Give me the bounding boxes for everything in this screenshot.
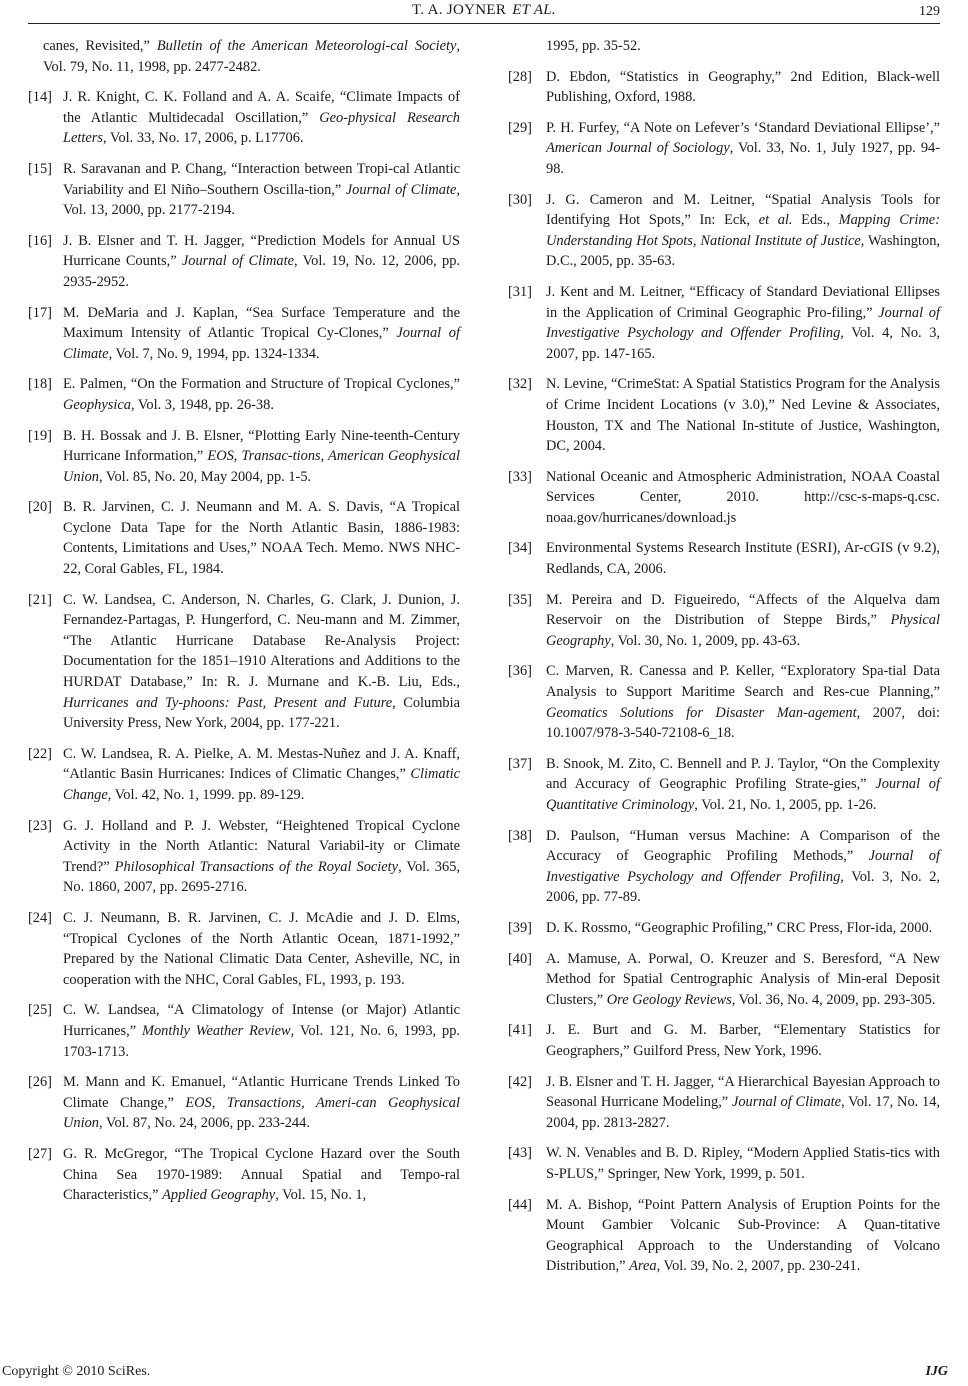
reference-text [546, 538, 940, 579]
reference-item [28, 426, 460, 488]
reference-text-segment: Eds., [792, 212, 839, 229]
reference-italic-title: Hurricanes and Ty-phoons: Past, Present and Future [63, 694, 393, 711]
reference-text-segment: , Vol. 39, No. 2, 2007, pp. 230-241. [656, 1258, 861, 1275]
reference-text [63, 303, 460, 365]
reference-number: [18] [28, 376, 52, 393]
reference-text [546, 467, 940, 529]
reference-number: [17] [28, 304, 52, 321]
reference-text [63, 1000, 460, 1062]
reference-item [508, 190, 940, 272]
reference-text [546, 67, 940, 108]
reference-item [508, 918, 940, 939]
reference-text-segment: W. N. Venables and B. D. Ripley, “Modern Applied Statis-tics with S-PLUS,” Springer, New York, 1999, p. 501. [546, 1145, 940, 1182]
reference-text-segment: M. DeMaria and J. Kaplan, “Sea Surface Temperature and the Maximum Intensity of Atlantic Tropical Cy-Clones,” [63, 304, 460, 342]
reference-item [508, 467, 940, 529]
reference-text-segment: J. E. Burt and G. M. Barber, “Elementary Statistics for Geographers,” Guilford Press, New York, 1996. [546, 1022, 940, 1059]
reference-text-segment: B. R. Jarvinen, C. J. Neumann and M. A. S. Davis, “A Tropical Cyclone Data Tape for the North Atlantic Basin, 1886-1983: Contents, Limitations and Uses,” NOAA Tech. Memo. NWS NHC-22, Coral Gables, FL, 1984. [63, 499, 460, 578]
reference-item [28, 303, 460, 365]
reference-text-segment: D. K. Rossmo, “Geographic Profiling,” CRC Press, Flor-ida, 2000. [546, 919, 933, 936]
running-head-authors: T. A. JOYNER [411, 2, 507, 18]
reference-text-segment: , Vol. 365, No. 1860, 2007, pp. 2695-2716. [63, 858, 460, 896]
reference-number: [22] [28, 745, 52, 762]
reference-italic-title: Mapping Crime: Understanding Hot Spots, National Institute of Justice [546, 212, 940, 249]
reference-text-segment: , Vol. 7, No. 9, 1994, pp. 1324-1334. [108, 345, 320, 362]
reference-text-segment: , Vol. 21, No. 1, 2005, pp. 1-26. [694, 797, 877, 813]
reference-number: [39] [508, 919, 532, 936]
reference-text-segment: , Vol. 85, No. 20, May 2004, pp. 1-5. [98, 468, 312, 485]
reference-text-segment: canes, Revisited,” [43, 38, 157, 54]
reference-text [63, 1072, 460, 1134]
reference-item [508, 826, 940, 908]
reference-number: [27] [28, 1145, 52, 1162]
reference-text-segment: National Oceanic and Atmospheric Administration, NOAA Coastal Services Center, 2010. http://csc-s-maps-q.csc. noaa.gov/hurricanes/download.js [546, 468, 940, 526]
reference-number: [32] [508, 376, 532, 393]
reference-text-segment: B. H. Bossak and J. B. Elsner, “Plotting Early Nine-teenth-Century Hurricane Information,” [63, 427, 460, 465]
reference-text-segment: C. W. Landsea, R. A. Pielke, A. M. Mestas-Nuñez and J. A. Knaff, “Atlantic Basin Hurricanes: Indices of Climatic Changes,” [63, 745, 460, 783]
reference-number: [44] [508, 1196, 532, 1213]
reference-text [546, 918, 940, 939]
page-footer [0, 1364, 968, 1386]
reference-item [28, 87, 460, 149]
reference-italic-title: Journal of Climate [731, 1094, 842, 1111]
reference-item [28, 590, 460, 734]
reference-number: [26] [28, 1074, 52, 1091]
reference-number: [25] [28, 1002, 52, 1019]
reference-text-segment: 1995, pp. 35-52. [546, 38, 641, 54]
reference-item [28, 159, 460, 221]
reference-item [508, 374, 940, 456]
reference-text-segment: , Columbia University Press, New York, 2004, pp. 177-221. [63, 694, 460, 732]
reference-text-segment: , Vol. 33, No. 1, July 1927, pp. 94-98. [546, 140, 940, 177]
reference-italic-title: Ore Geology Reviews [606, 991, 732, 1008]
reference-italic-title: Journal of Climate [181, 253, 295, 270]
reference-text-segment: C. Marven, R. Canessa and P. Keller, “Exploratory Spa-tial Data Analysis to Support Maritime Search and Res-cue Planning,” [546, 663, 940, 701]
reference-italic-title: American Journal of Sociology [546, 140, 730, 157]
reference-item [28, 374, 460, 415]
reference-text [63, 908, 460, 990]
reference-text-segment: , Vol. 79, No. 11, 1998, pp. 2477-2482. [43, 38, 460, 75]
reference-text-segment: , Vol. 42, No. 1, 1999. pp. 89-129. [107, 787, 305, 803]
reference-italic-title: Philosophical Transactions of the Royal Society [114, 858, 399, 875]
reference-item [28, 1144, 460, 1206]
reference-number: [43] [508, 1145, 532, 1162]
reference-text-segment: E. Palmen, “On the Formation and Structure of Tropical Cyclones,” [63, 376, 460, 393]
reference-text [546, 1020, 940, 1061]
reference-text [546, 754, 940, 816]
reference-item [28, 744, 460, 806]
reference-text-segment: , Vol. 17, No. 14, 2004, pp. 2813-2827. [546, 1094, 941, 1131]
reference-italic-title: EOS, Transactions, Ameri-can Geophysical Union [63, 1094, 460, 1132]
reference-text-segment: C. J. Neumann, B. R. Jarvinen, C. J. McAdie and J. D. Elms, “Tropical Cyclones of the North Atlantic Ocean, 1871-1992,” Prepared by the National Climatic Data Center, Asheville, NC, in cooperation with the NHC, Coral Gables, FL, 1993, p. 193. [63, 909, 460, 988]
reference-italic-title: Bulletin of the American Meteorologi-cal Society [156, 38, 457, 54]
reference-italic-title: Journal of Quantitative Criminology [546, 776, 941, 813]
reference-number: [41] [508, 1022, 532, 1039]
reference-number: [14] [28, 89, 52, 106]
reference-text-segment: A. Mamuse, A. Porwal, O. Kreuzer and S. Beresford, “A New Method for Spatial Centrographic Analysis of Min-eral Deposit Clusters,” [546, 950, 940, 1008]
reference-number: [30] [508, 191, 532, 208]
reference-text-segment: P. H. Furfey, “A Note on Lefever’s ‘Standard Deviational Ellipse’,” [546, 119, 940, 136]
reference-item [28, 908, 460, 990]
reference-italic-title: Geomatics Solutions for Disaster Man-agement [546, 704, 857, 721]
reference-italic-title: Climatic Change [63, 766, 460, 803]
reference-italic-title: Journal of Climate [345, 181, 457, 198]
reference-italic-title: Applied Geography [162, 1187, 276, 1204]
reference-number: [24] [28, 909, 52, 926]
reference-text-segment: C. W. Landsea, C. Anderson, N. Charles, G. Clark, J. Dunion, J. Fernandez-Partagas, P. Hungerford, C. Neu-mann and M. Zimmer, “The Atlantic Hurricane Database Re-Analysis Project: Documentation for the 1851–1910 Alterations and Additions to the HURDAT Database,” In: R. J. Murnane and K.-B. Liu, Eds., [63, 591, 460, 691]
reference-text [63, 159, 460, 221]
reference-number: [35] [508, 591, 532, 608]
reference-item [28, 231, 460, 293]
reference-text [546, 1195, 940, 1277]
reference-text-segment: M. Pereira and D. Figueiredo, “Affects of the Alquelva dam Reservoir on the Distribution of Steppe Birds,” [546, 591, 940, 629]
reference-text [63, 744, 460, 806]
reference-number: [34] [508, 540, 532, 557]
reference-text-segment: , Vol. 13, 2000, pp. 2177-2194. [63, 181, 460, 219]
reference-number: [36] [508, 663, 532, 680]
reference-item [508, 661, 940, 743]
reference-item [508, 1020, 940, 1061]
reference-number: [21] [28, 591, 52, 608]
reference-number: [40] [508, 950, 532, 967]
reference-item [508, 538, 940, 579]
reference-number: [28] [508, 68, 532, 85]
reference-italic-title: Journal of Climate [63, 325, 460, 362]
reference-column-right [508, 36, 940, 1287]
running-head-et-al: ET AL. [512, 2, 556, 18]
copyright-notice: Copyright © 2010 SciRes. [2, 1364, 151, 1379]
reference-text-segment: J. R. Knight, C. K. Folland and A. A. Scaife, “Climate Impacts of the Atlantic Multidecadal Oscillation,” [63, 89, 460, 126]
page-number: 129 [919, 4, 940, 19]
reference-text [546, 1072, 940, 1134]
reference-text [43, 36, 460, 77]
reference-number: [42] [508, 1073, 532, 1090]
reference-text-segment: Environmental Systems Research Institute (ESRI), Ar-cGIS (v 9.2), Redlands, CA, 2006. [546, 540, 940, 578]
reference-item [508, 1195, 940, 1277]
reference-text-segment: R. Saravanan and P. Chang, “Interaction between Tropi-cal Atlantic Variability and El Niño–Southern Oscilla-tion,” [63, 160, 460, 198]
reference-italic-title: Journal of Investigative Psychology and Offender Profiling [546, 848, 940, 885]
reference-text [63, 1144, 460, 1206]
reference-item [508, 36, 940, 57]
reference-text [63, 497, 460, 579]
reference-text [546, 118, 940, 180]
reference-italic-title: Physical Geography [546, 612, 940, 649]
reference-item [508, 67, 940, 108]
reference-text-segment: M. Mann and K. Emanuel, “Atlantic Hurricane Trends Linked To Climate Change,” [63, 1074, 460, 1111]
reference-text-segment: J. B. Elsner and T. H. Jagger, “A Hierarchical Bayesian Approach to Seasonal Hurricane Modeling,” [546, 1073, 940, 1111]
reference-item [28, 497, 460, 579]
reference-italic-title: Monthly Weather Review [141, 1022, 291, 1039]
reference-text [546, 590, 940, 652]
reference-italic-title: Geo-physical Research Letters [63, 109, 460, 147]
reference-text-segment: , Vol. 36, No. 4, 2009, pp. 293-305. [731, 991, 936, 1008]
reference-text-segment: , Vol. 15, No. 1, [275, 1187, 367, 1204]
reference-italic-title: EOS, Transac-tions, American Geophysical Union [63, 448, 460, 485]
reference-item [28, 36, 460, 77]
reference-text-segment: , Vol. 121, No. 6, 1993, pp. 1703-1713. [63, 1022, 460, 1060]
reference-item [28, 816, 460, 898]
reference-text [63, 590, 460, 734]
header-rule [28, 23, 940, 24]
reference-number: [23] [28, 817, 52, 834]
reference-text-segment: , Vol. 19, No. 12, 2006, pp. 2935-2952. [63, 253, 460, 290]
reference-number: [38] [508, 827, 532, 844]
reference-number: [15] [28, 160, 52, 177]
reference-text-segment: , 2007, doi: 10.1007/978-3-540-72108-6_18. [546, 704, 940, 742]
reference-text [546, 36, 940, 57]
reference-item [508, 1072, 940, 1134]
reference-italic-title: Geophysica [63, 396, 131, 413]
reference-number: [16] [28, 232, 52, 249]
journal-abbreviation: IJG [925, 1364, 948, 1379]
reference-item [508, 754, 940, 816]
reference-text-segment: J. Kent and M. Leitner, “Efficacy of Standard Deviational Ellipses in the Application of Criminal Geographic Pro-filing,” [546, 283, 940, 321]
reference-number: [20] [28, 499, 52, 516]
reference-text-segment: , Vol. 30, No. 1, 2009, pp. 43-63. [610, 632, 801, 649]
reference-text [546, 190, 940, 272]
reference-text [546, 661, 940, 743]
running-head [28, 2, 940, 19]
reference-text [546, 949, 940, 1011]
reference-text [546, 374, 940, 456]
reference-text [546, 1143, 940, 1184]
reference-item [508, 590, 940, 652]
reference-item [508, 282, 940, 364]
reference-column-left [28, 36, 460, 1216]
reference-text [546, 282, 940, 364]
reference-text [63, 87, 460, 149]
reference-text-segment: , Vol. 33, No. 17, 2006, p. L17706. [102, 130, 304, 147]
reference-text-segment: , Washington, D.C., 2005, pp. 35-63. [546, 232, 940, 270]
reference-italic-title: Journal of Investigative Psychology and Offender Profiling [546, 304, 940, 342]
reference-number: [31] [508, 283, 532, 300]
reference-text-segment: D. Ebdon, “Statistics in Geography,” 2nd Edition, Black-well Publishing, Oxford, 1988. [546, 68, 940, 106]
reference-italic-title: et al. [758, 212, 793, 229]
reference-item [28, 1072, 460, 1134]
reference-text-segment: D. Paulson, “Human versus Machine: A Comparison of the Accuracy of Geographic Profiling Methods,” [546, 827, 940, 865]
reference-item [508, 949, 940, 1011]
reference-number: [37] [508, 755, 532, 772]
reference-text [63, 374, 460, 415]
reference-text-segment: B. Snook, M. Zito, C. Bennell and P. J. Taylor, “On the Complexity and Accuracy of Geographic Profiling Strate-gies,” [546, 755, 940, 793]
reference-item [508, 1143, 940, 1184]
reference-text-segment: M. A. Bishop, “Point Pattern Analysis of Eruption Points for the Mount Gambier Volcanic Sub-Province: A Quan-titative Geographical Approach to the Understanding of Volcano Distribution,” [546, 1196, 940, 1275]
reference-text [546, 826, 940, 908]
reference-text [63, 816, 460, 898]
reference-number: [29] [508, 119, 532, 136]
reference-text-segment: , Vol. 4, No. 3, 2007, pp. 147-165. [546, 325, 940, 362]
reference-text-segment: G. R. McGregor, “The Tropical Cyclone Hazard over the South China Sea 1970-1989: Annual Spatial and Tempo-ral Characteristics,” [63, 1145, 460, 1204]
reference-text-segment: , Vol. 3, 1948, pp. 26-38. [130, 396, 274, 413]
reference-text-segment: J. G. Cameron and M. Leitner, “Spatial Analysis Tools for Identifying Hot Spots,” In: Eck, [546, 191, 940, 229]
reference-item [28, 1000, 460, 1062]
reference-number: [19] [28, 427, 52, 444]
reference-text-segment: N. Levine, “CrimeStat: A Spatial Statistics Program for the Analysis of Crime Incident Locations (v 3.0),” Ned Levine & Associates, Houston, TX and The National In-stitute of Justice, Washington, DC, 2004. [546, 376, 940, 455]
reference-number: [33] [508, 468, 532, 485]
reference-item [508, 118, 940, 180]
page-header [28, 0, 940, 28]
reference-text [63, 426, 460, 488]
reference-italic-title: Area [629, 1258, 657, 1275]
reference-text-segment: J. B. Elsner and T. H. Jagger, “Prediction Models for Annual US Hurricane Counts,” [63, 232, 460, 270]
reference-text-segment: , Vol. 87, No. 24, 2006, pp. 233-244. [98, 1115, 310, 1132]
reference-text-segment: G. J. Holland and P. J. Webster, “Heightened Tropical Cyclone Activity in the North Atlantic: Natural Variabil-ity or Climate Trend?” [63, 817, 460, 875]
reference-text-segment: , Vol. 3, No. 2, 2006, pp. 77-89. [546, 868, 940, 906]
reference-text-segment: C. W. Landsea, “A Climatology of Intense (or Major) Atlantic Hurricanes,” [63, 1002, 460, 1039]
reference-text [63, 231, 460, 293]
